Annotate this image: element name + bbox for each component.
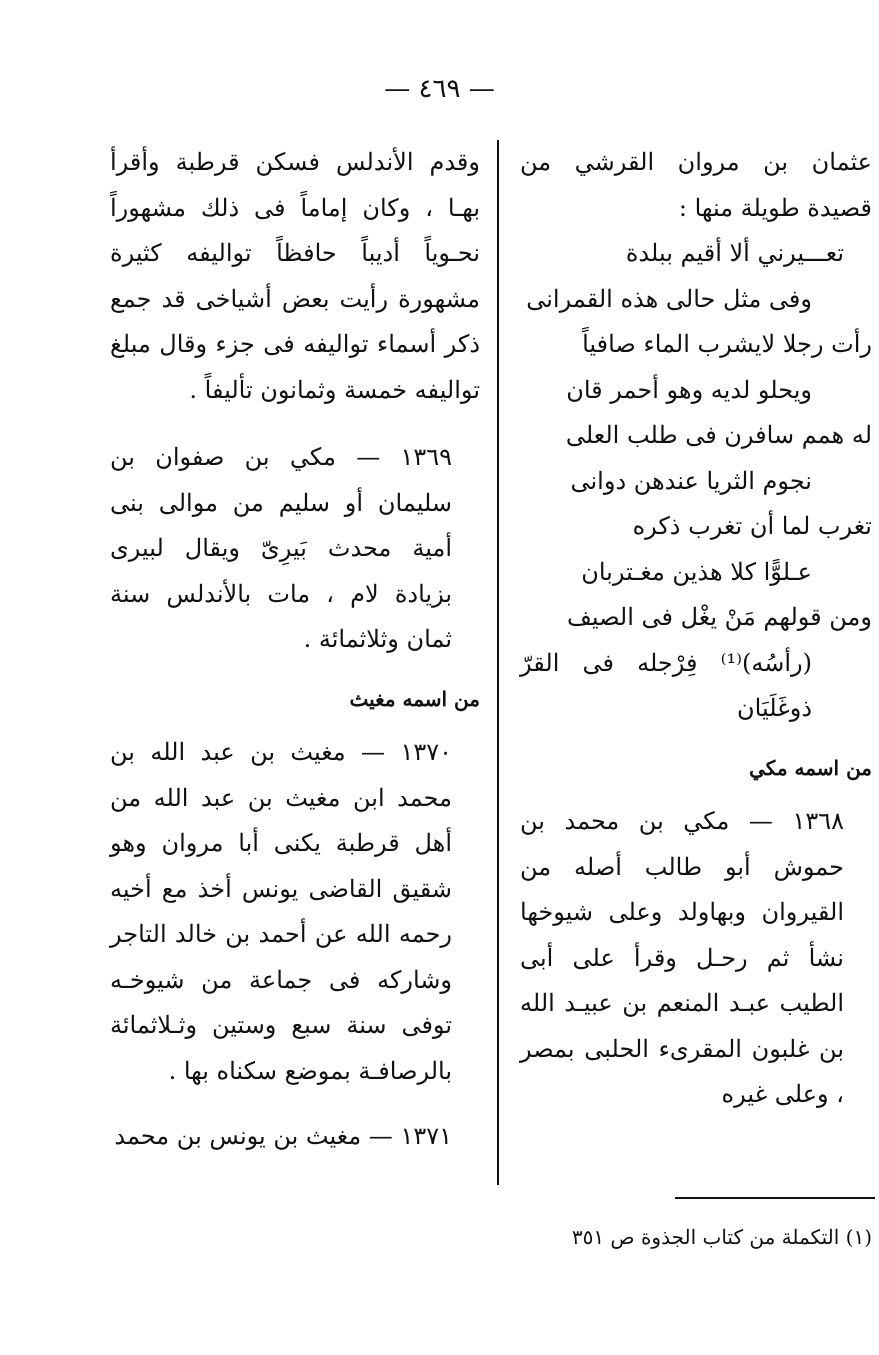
poem-line: عـلوًّا كلا هذين مغـتربان [581,557,812,586]
poem-line: ويحلو لديه وهو أحمر قان [566,375,812,404]
entry-1369: ١٣٦٩ — مكي بن صفوان بن سليمان أو سليم من موالى بنى أمية محدث بَيرِىّ ويقال لبيرى بزيادة لام ، مات بالأندلس سنة ثمان وثلاثمائة . [110,443,452,653]
column-divider [497,140,499,1185]
intro-text: عثمان بن مروان القرشي من قصيدة طويلة منها : [520,148,872,222]
entry-1368: ١٣٦٨ — مكي بن محمد بن حموش أبو طالب أصله من القيروان وبهاولد وعلى شيوخها نشأ ثم رحـل وقرأ على أبى الطيب عبـد المنعم بن عبيـد الله بن غلبون المقرىء الحلبى بمصر ، وعلى غيره [520,807,844,1108]
left-column [110,140,480,1160]
footnote: (١) التكملة من كتاب الجذوة ص ٣٥١ [571,1225,872,1249]
footnote-rule [675,1197,875,1199]
section-heading: من اسمه مكي [749,755,872,780]
poem-line: وفى مثل حالى هذه القمرانى [526,284,812,313]
poem-line: رأت رجلا لايشرب الماء صافياً [582,330,872,358]
poem-line: تغرب لما أن تغرب ذكره [632,512,872,540]
poem-line: تعـــيرني ألا أقيم ببلدة [625,239,844,267]
poem-line: نجوم الثريا عندهن دوانى [570,466,812,495]
poem-line: ومن قولهم مَنْ يغْل فى الصيف [567,603,872,631]
continuation-text: وقدم الأندلس فسكن قرطبة وأقرأ بهـا ، وكان إماماً فى ذلك مشهوراً نحـوياً أديباً حافظاً تواليفه كثيرة مشهورة رأيت بعض أشياخى قد جمع ذكر أسماء تواليفه فى جزء وقال مبلغ تواليفه خمسة وثمانون تأليفاً . [110,148,480,404]
entry-1370: ١٣٧٠ — مغيث بن عبد الله بن محمد ابن مغيث بن عبد الله من أهل قرطبة يكنى أبا مروان وهو شقيق القاضى يونس أخذ مع أخيه رحمه الله عن أحمد بن خالد التاجر وشاركه فى جماعة من شيوخـه توفى سنة سبع وستين وثـلاثمائة بالرصافـة بموضع سكناه بها . [110,738,452,1085]
poem-line: له همم سافرن فى طلب العلى [565,421,872,449]
right-column [520,140,872,1118]
poem-line: (رأسُه)⁽¹⁾ فِرْجله فى القرّ ذوغَلَيَان [520,648,812,722]
entry-1371: ١٣٧١ — مغيث بن يونس بن محمد [114,1122,452,1150]
section-heading: من اسمه مغيث [349,686,480,711]
page-number: — ٤٦٩ — [384,74,495,104]
